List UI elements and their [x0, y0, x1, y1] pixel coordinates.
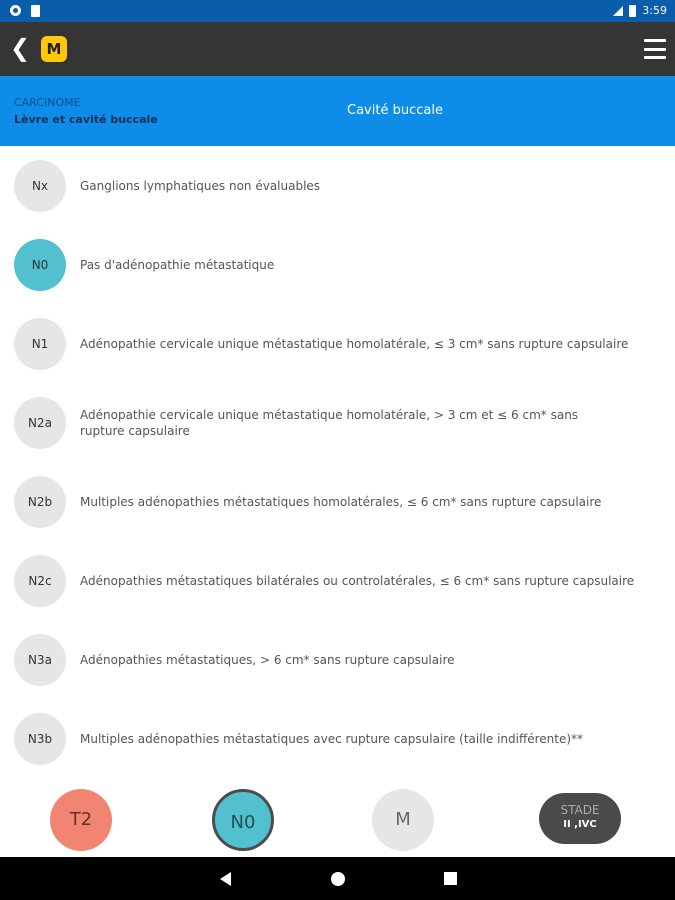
stage-description: Adénopathie cervicale unique métastatique homolatérale, > 3 cm et ≤ 6 cm* sans rupture capsulaire [80, 408, 579, 438]
page-title: Cavité buccale [347, 103, 443, 118]
section-header [0, 76, 675, 146]
stage-code-badge[interactable]: N2c [14, 555, 66, 607]
stage-code-badge[interactable]: Nx [14, 160, 66, 212]
list-item-n2b[interactable] [0, 495, 675, 581]
stage-description: Adénopathies métastatiques, > 6 cm* sans rupture capsulaire [80, 653, 455, 667]
stade-button[interactable] [539, 793, 621, 844]
stage-description: Adénopathie cervicale unique métastatique homolatérale, ≤ 3 cm* sans rupture capsulaire [80, 337, 629, 351]
stage-code-badge[interactable]: N1 [14, 318, 66, 370]
nav-recents-icon[interactable] [444, 872, 457, 885]
stage-description: Ganglions lymphatiques non évaluables [80, 179, 321, 193]
clock: 3:59 [642, 4, 667, 17]
stage-description: Multiples adénopathies métastatiques avec rupture capsulaire (taille indifférente)** [80, 732, 584, 746]
stage-summary-bar [0, 780, 675, 857]
category-label: CARCINOME [14, 96, 81, 109]
system-nav-bar [0, 857, 675, 900]
stage-code-badge[interactable]: N2a [14, 397, 66, 449]
battery-icon [629, 5, 636, 17]
list-item-n0[interactable] [0, 258, 675, 344]
status-bar [0, 0, 675, 22]
stage-code-badge[interactable]: N0 [14, 239, 66, 291]
app-logo: M [41, 36, 67, 62]
stage-code-badge[interactable]: N2b [14, 476, 66, 528]
stade-label: STADE [560, 803, 600, 817]
stage-description: Pas d'adénopathie métastatique [80, 258, 275, 272]
sync-icon [10, 5, 21, 16]
list-item-n3a[interactable] [0, 653, 675, 739]
stage-description: Adénopathies métastatiques bilatérales ou controlatérales, ≤ 6 cm* sans rupture capsulaire [80, 574, 635, 588]
nav-back-icon[interactable] [220, 872, 231, 886]
n-stage-button[interactable]: N0 [212, 789, 274, 851]
category-subtitle: Lèvre et cavité buccale [14, 113, 158, 126]
t-stage-button[interactable]: T2 [50, 789, 112, 851]
toolbar [0, 22, 675, 76]
list-item-n2c[interactable] [0, 574, 675, 660]
signal-icon [613, 6, 623, 16]
m-stage-button[interactable]: M [372, 789, 434, 851]
sd-card-icon [31, 5, 40, 17]
stade-value: II ,IVC [563, 819, 597, 830]
back-button[interactable]: ❮ [10, 34, 31, 62]
stage-code-badge[interactable]: N3a [14, 634, 66, 686]
menu-icon[interactable] [644, 39, 666, 59]
nav-home-icon[interactable] [331, 872, 345, 886]
list-item-nx[interactable] [0, 179, 675, 265]
list-item-n2a[interactable] [0, 408, 675, 502]
stage-code-badge[interactable]: N3b [14, 713, 66, 765]
stage-description: Multiples adénopathies métastatiques homolatérales, ≤ 6 cm* sans rupture capsulaire [80, 495, 602, 509]
